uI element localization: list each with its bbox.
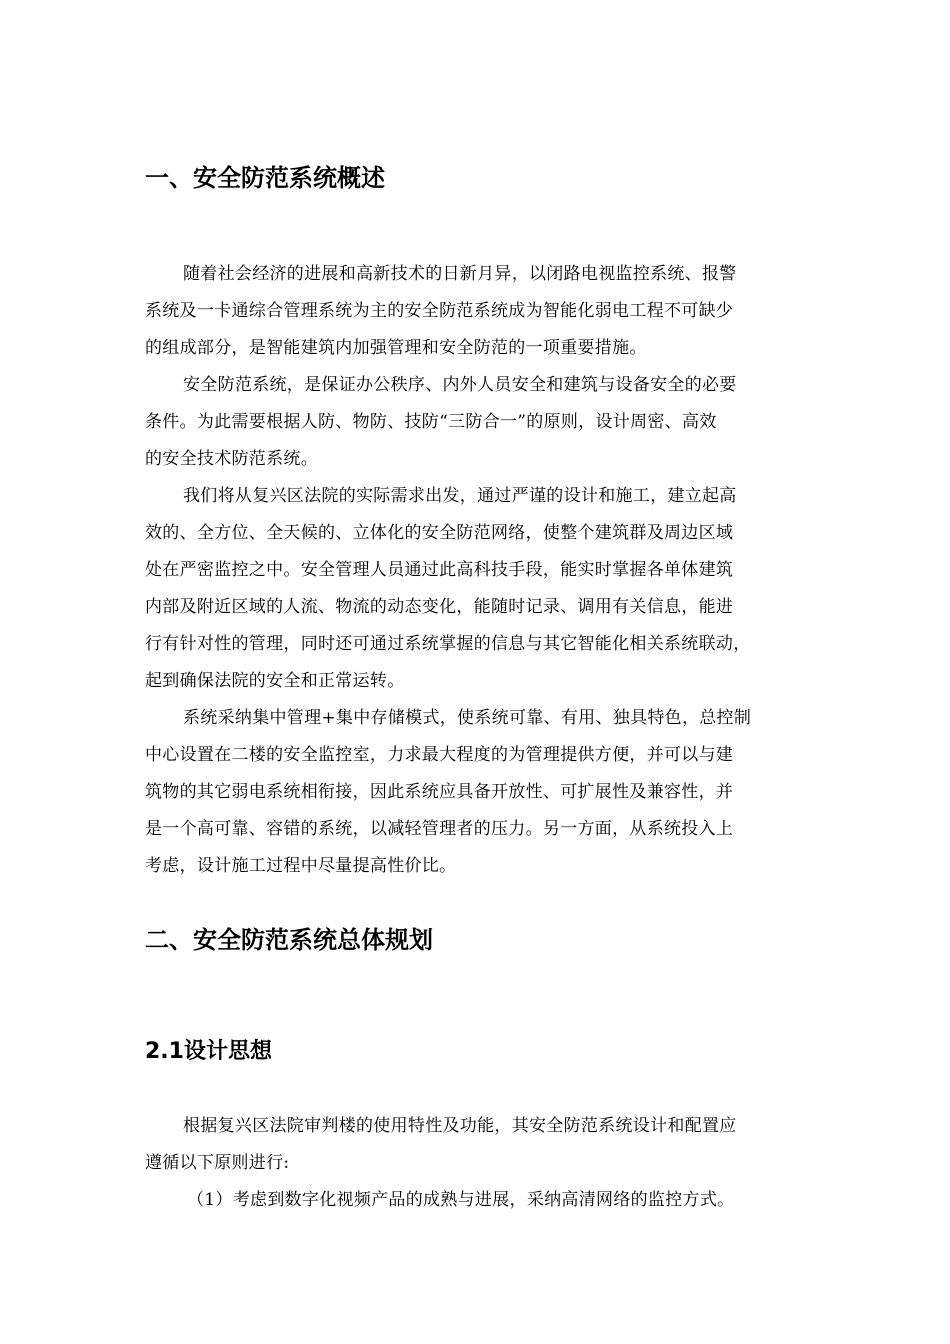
paragraph-line: 考虑，设计施工过程中尽量提高性价比。: [145, 856, 457, 876]
section-2-heading: 二、安全防范系统总体规划: [145, 926, 433, 954]
paragraph-line: 中心设置在二楼的安全监控室，力求最大程度的为管理提供方便，并可以与建: [145, 745, 734, 765]
paragraph-line: 安全防范系统，是保证办公秩序、内外人员安全和建筑与设备安全的必要: [183, 375, 737, 395]
list-item: （1）考虑到数字化视频产品的成熟与进展，采纳高清网络的监控方式。: [187, 1190, 735, 1210]
paragraph-line: 根据复兴区法院审判楼的使用特性及功能，其安全防范系统设计和配置应: [183, 1116, 737, 1136]
paragraph-line: 筑物的其它弱电系统相衔接，因此系统应具备开放性、可扩展性及兼容性，并: [145, 782, 734, 802]
paragraph-line: 的组成部分，是智能建筑内加强管理和安全防范的一项重要措施。: [145, 338, 647, 358]
subsection-heading: 2.1设计思想: [145, 1039, 272, 1064]
paragraph-line: 系统采纳集中管理+集中存储模式，使系统可靠、有用、独具特色，总控制: [183, 708, 752, 728]
paragraph-line: 随着社会经济的进展和高新技术的日新月异，以闭路电视监控系统、报警: [183, 264, 737, 284]
paragraph-line: 效的、全方位、全天候的、立体化的安全防范网络，使整个建筑群及周边区域: [145, 523, 734, 543]
paragraph-line: 遵循以下原则进行:: [145, 1153, 290, 1173]
paragraph-line: 起到确保法院的安全和正常运转。: [145, 671, 405, 691]
paragraph-line: 处在严密监控之中。安全管理人员通过此高科技手段，能实时掌握各单体建筑: [145, 560, 734, 580]
paragraph-line: 条件。为此需要根据人防、物防、技防“三防合一”的原则，设计周密、高效: [145, 412, 717, 432]
paragraph-line: 我们将从复兴区法院的实际需求出发，通过严谨的设计和施工，建立起高: [183, 486, 737, 506]
paragraph-line: 行有针对性的管理，同时还可通过系统掌握的信息与其它智能化相关系统联动，: [145, 634, 751, 654]
paragraph-line: 的安全技术防范系统。: [145, 449, 318, 469]
paragraph-line: 内部及附近区域的人流、物流的动态变化，能随时记录、调用有关信息，能进: [145, 597, 734, 617]
paragraph-line: 系统及一卡通综合管理系统为主的安全防范系统成为智能化弱电工程不可缺少: [145, 301, 734, 321]
paragraph-line: 是一个高可靠、容错的系统，以减轻管理者的压力。另一方面，从系统投入上: [145, 819, 734, 839]
section-1-heading: 一、安全防范系统概述: [145, 164, 385, 192]
